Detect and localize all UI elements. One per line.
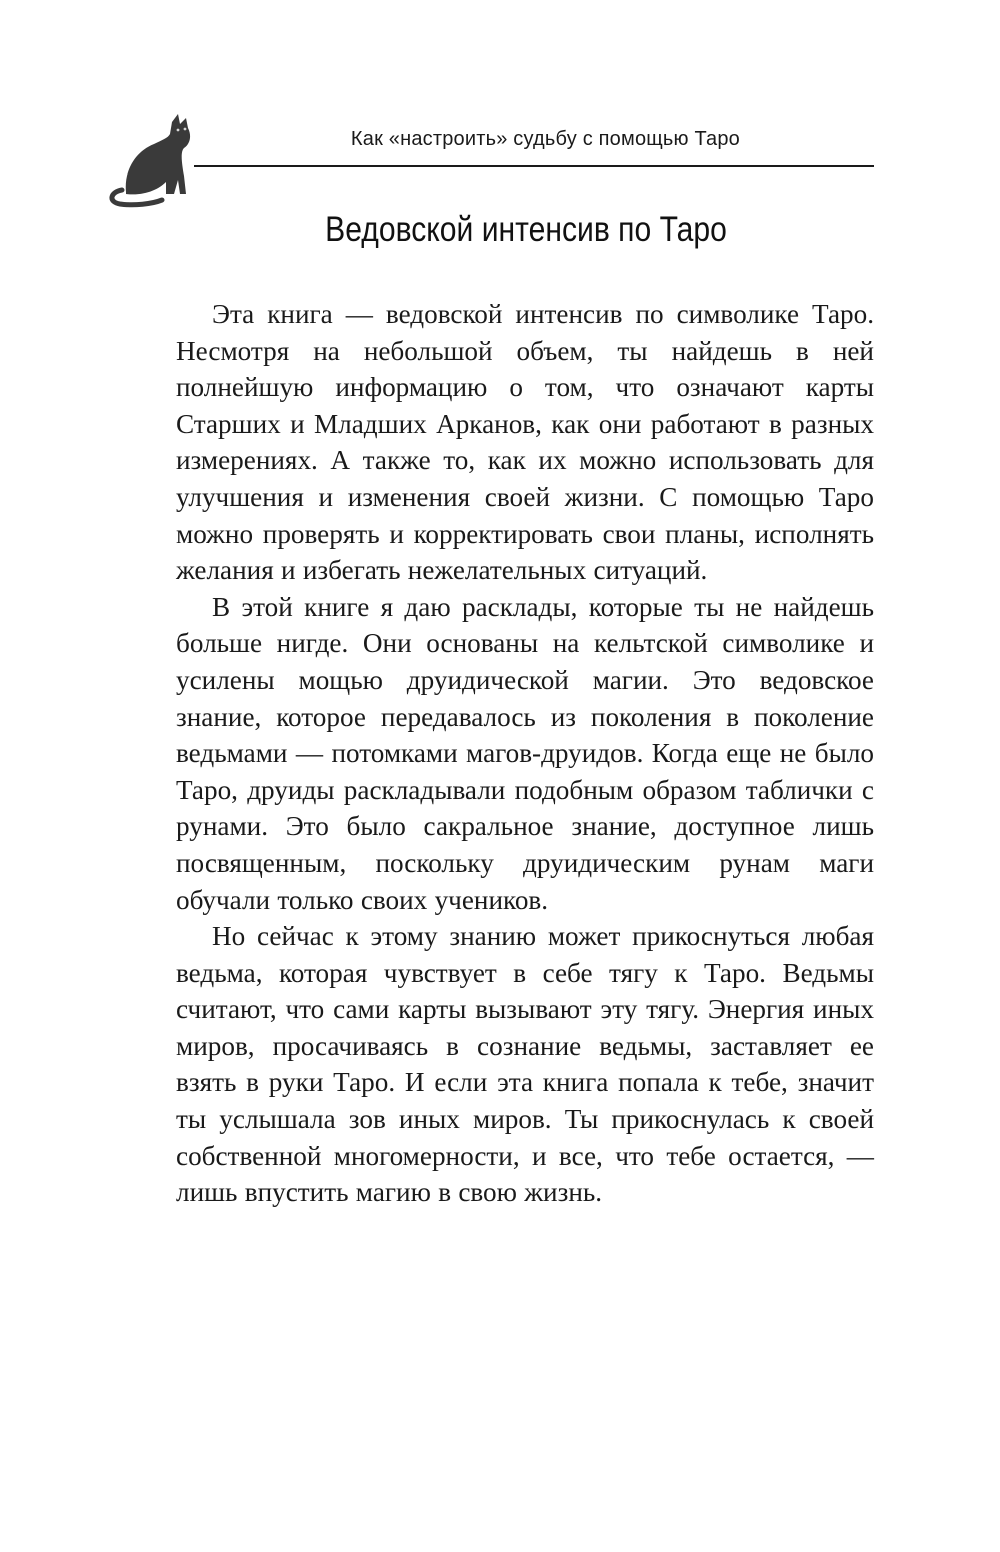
paragraph: В этой книге я даю расклады, которые ты не найдешь больше нигде. Они основаны на кельтской символике и усилены мощью друидической магии. Это ведовское знание, которое передавалось из поколения в поколение ведьмами — потомками магов-друидов. Когда еще не было Таро, друиды раскладывали подобным образом таблички с рунами. Это было сакральное знание, доступное лишь посвященным, поскольку друидическим рунам маги обучали только своих учеников. <box>176 591 874 915</box>
paragraph: Эта книга — ведовской интенсив по символике Таро. Несмотря на небольшой объем, ты найдешь в ней полнейшую информацию о том, что означают карты Старших и Младших Арканов, как они работают в разных измерениях. А также то, как их можно использовать для улучшения и изменения своей жизни. С помощью Таро можно проверять и корректировать свои планы, исполнять желания и избегать нежелательных ситуаций. <box>176 299 874 586</box>
chapter-title: Ведовской интенсив по Таро <box>325 210 727 249</box>
header-divider <box>194 165 874 167</box>
body-text <box>176 296 874 1211</box>
running-head: Как «настроить» судьбу с помощью Таро <box>350 128 740 150</box>
black-cat-icon <box>108 110 194 208</box>
paragraph: Но сейчас к этому знанию может прикоснуться любая ведьма, которая чувствует в себе тягу к Таро. Ведьмы считают, что сами карты вызывают эту тягу. Энергия иных миров, просачиваясь в сознание ведьмы, заставляет ее взять в руки Таро. И если эта книга попала к тебе, значит ты услышала зов иных миров. Ты прикоснулась к своей собственной многомерности, и все, что тебе остается, — лишь впустить магию в свою жизнь. <box>176 921 874 1208</box>
